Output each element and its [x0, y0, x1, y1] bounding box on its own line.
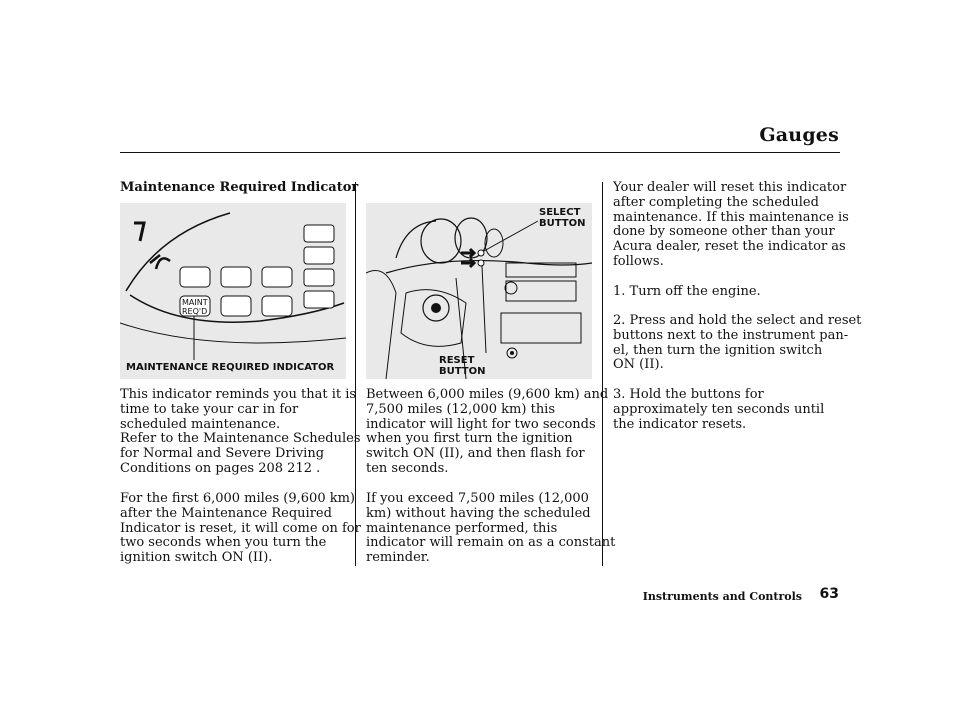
maintenance-indicator-figure: [120, 203, 346, 379]
maint-reqd-lamp-text: MAINT REQ'D: [182, 298, 208, 316]
page-number: 63: [819, 586, 839, 602]
reset-button-label: RESET BUTTON: [439, 355, 486, 377]
step-2: 2. Press and hold the select and reset buttons next to the instrument pan- el, then turn the ignition switch ON (II).: [613, 313, 862, 373]
left-paragraph-2: For the first 6,000 miles (9,600 km) after the Maintenance Required Indicator is reset, it will come on for two seconds when you turn the ignition switch ON (II).: [120, 491, 361, 566]
reset-buttons-figure: [366, 203, 592, 379]
step-3: 3. Hold the buttons for approximately ten seconds until the indicator resets.: [613, 387, 825, 432]
footer-section: Instruments and Controls: [642, 590, 802, 603]
select-button-label: SELECT BUTTON: [539, 207, 586, 229]
left-paragraph-1: This indicator reminds you that it is time to take your car in for scheduled maintenance. Refer to the Maintenance Schedules for Normal and Severe Driving Conditions on pages 208 212 .: [120, 387, 361, 476]
instrument-cluster-illustration: [120, 203, 346, 379]
middle-paragraph-1: Between 6,000 miles (9,600 km) and 7,500 miles (12,000 km) this indicator will light for two seconds when you first turn the ignition switch ON (II), and then flash for ten seconds.: [366, 387, 609, 476]
middle-paragraph-2: If you exceed 7,500 miles (12,000 km) without having the scheduled maintenance performed, this indicator will remain on as a constant reminder.: [366, 491, 616, 566]
header-rule: [120, 152, 840, 153]
section-heading: Maintenance Required Indicator: [120, 180, 359, 195]
page-title: Gauges: [759, 124, 839, 146]
right-intro: Your dealer will reset this indicator after completing the scheduled maintenance. If this maintenance is done by someone other than your Acura dealer, reset the indicator as follows.: [613, 180, 849, 269]
figure-caption: MAINTENANCE REQUIRED INDICATOR: [126, 362, 335, 373]
step-1: 1. Turn off the engine.: [613, 284, 761, 299]
dashboard-illustration: [366, 203, 592, 379]
